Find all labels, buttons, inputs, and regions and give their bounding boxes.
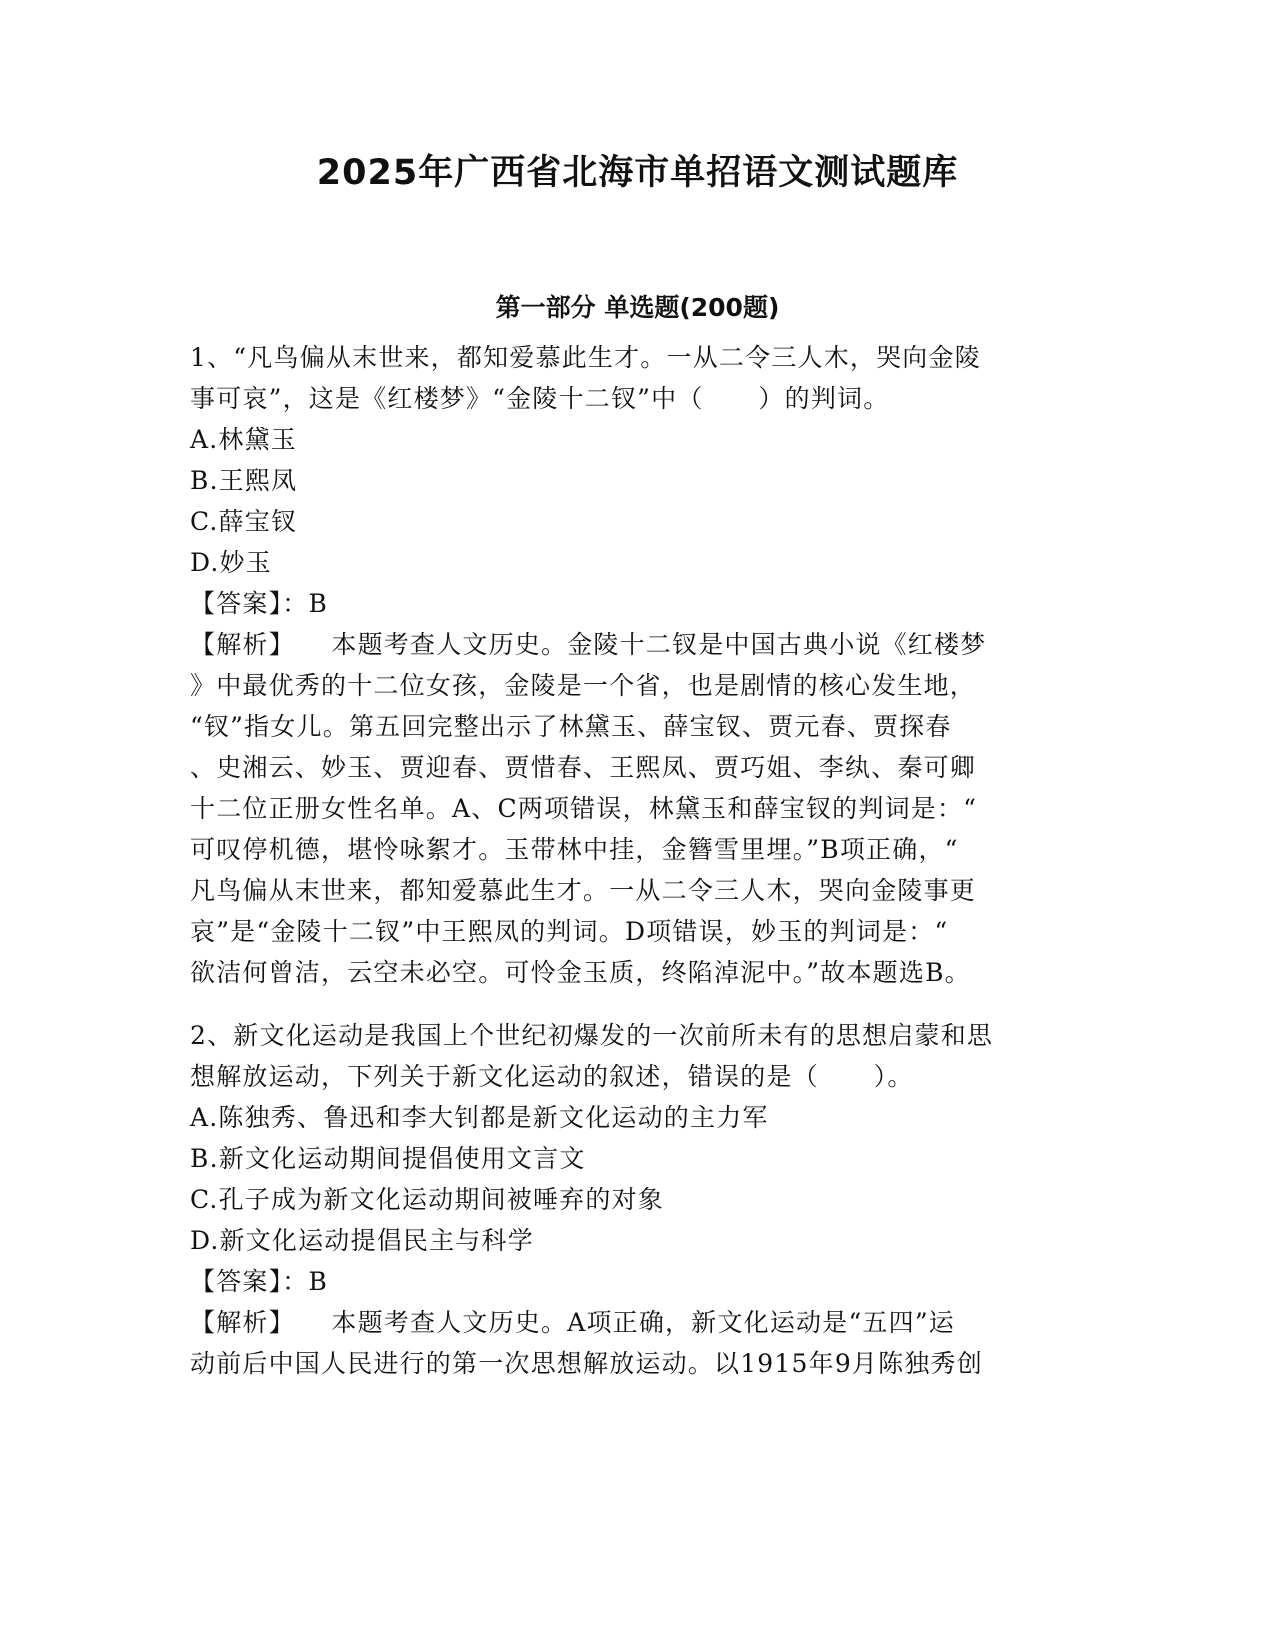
- analysis-line: 十二位正册女性名单。A、C两项错误，林黛玉和薛宝钗的判词是：“: [190, 794, 978, 823]
- analysis-line: “钗”指女儿。第五回完整出示了林黛玉、薛宝钗、贾元春、贾探春: [190, 712, 952, 741]
- option-b: B.新文化运动期间提倡使用文言文: [190, 1144, 586, 1173]
- question-stem-line: 事可哀”，这是《红楼梦》“金陵十二钗”中（ ）的判词。: [190, 384, 890, 413]
- analysis-line: 》中最优秀的十二位女孩，金陵是一个省，也是剧情的核心发生地，: [190, 671, 977, 700]
- answer-line: 【答案】：B: [190, 589, 329, 618]
- analysis-line: 动前后中国人民进行的第一次思想解放运动。以1915年9月陈独秀创: [190, 1349, 983, 1378]
- option-c: C.孔子成为新文化运动期间被唾弃的对象: [190, 1185, 664, 1214]
- analysis-line: 哀”是“金陵十二钗”中王熙凤的判词。D项错误，妙玉的判词是：“: [190, 917, 949, 946]
- answer-line: 【答案】：B: [190, 1267, 329, 1296]
- question-stem-line: 1、“凡鸟偏从末世来，都知爱慕此生才。一从二令三人木，哭向金陵: [190, 343, 981, 372]
- option-d: D.新文化运动提倡民主与科学: [190, 1226, 534, 1255]
- option-a: A.陈独秀、鲁迅和李大钊都是新文化运动的主力军: [190, 1103, 769, 1132]
- analysis-line: 、史湘云、妙玉、贾迎春、贾惜春、王熙凤、贾巧姐、李纨、秦可卿: [190, 753, 977, 782]
- analysis-line: 欲洁何曾洁，云空未必空。可怜金玉质，终陷淖泥中。”故本题选B。: [190, 958, 971, 987]
- option-d: D.妙玉: [190, 548, 272, 577]
- analysis-line: 凡鸟偏从末世来，都知爱慕此生才。一从二令三人木，哭向金陵事更: [190, 876, 977, 905]
- option-a: A.林黛玉: [190, 425, 298, 454]
- section-title: 第一部分 单选题(200题): [495, 293, 780, 322]
- analysis-line: 【解析】 本题考查人文历史。A项正确，新文化运动是“五四”运: [190, 1308, 956, 1337]
- analysis-line: 可叹停机德，堪怜咏絮才。玉带林中挂，金簪雪里埋。”B项正确，“: [190, 835, 959, 864]
- analysis-line: 【解析】 本题考查人文历史。金陵十二钗是中国古典小说《红楼梦: [190, 630, 987, 659]
- question-stem-line: 2、新文化运动是我国上个世纪初爆发的一次前所未有的思想启蒙和思: [190, 1021, 994, 1050]
- option-c: C.薛宝钗: [190, 507, 298, 536]
- question-stem-line: 想解放运动，下列关于新文化运动的叙述，错误的是（ ）。: [190, 1062, 914, 1091]
- page-title: 2025年广西省北海市单招语文测试题库: [316, 153, 959, 193]
- option-b: B.王熙凤: [190, 466, 298, 495]
